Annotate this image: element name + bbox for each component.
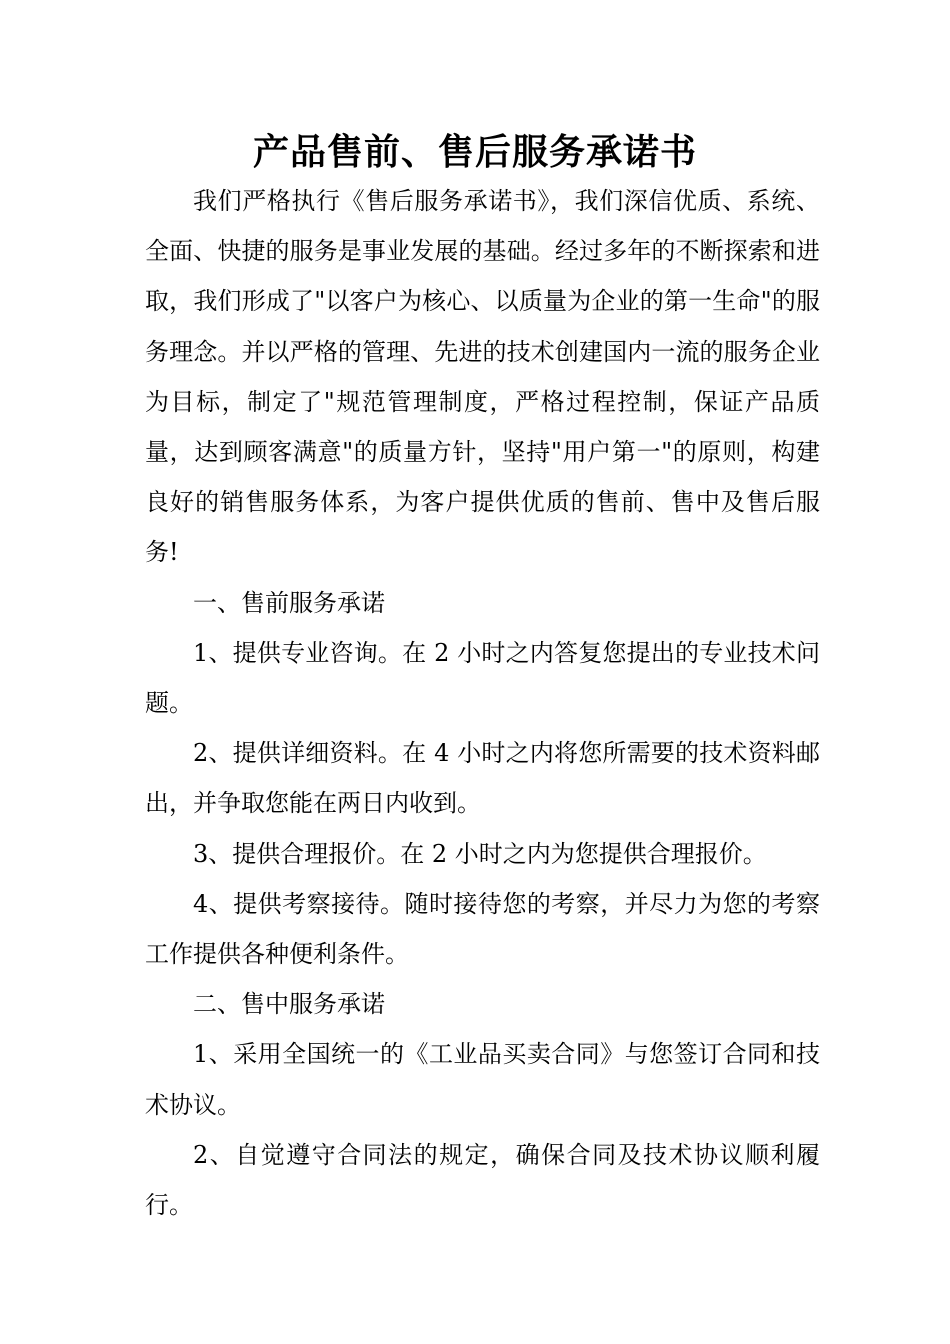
section-heading-pre-sales: 一、售前服务承诺 (193, 588, 385, 617)
paragraph-pre-sales-2: 2、提供详细资料。在 4 小时之内将您所需要的技术资料邮出，并争取您能在两日内收到。 (145, 739, 820, 818)
paragraph-in-sales-2: 2、自觉遵守合同法的规定，确保合同及技术协议顺利履行。 (145, 1140, 820, 1220)
document-title: 产品售前、售后服务承诺书 (252, 131, 697, 173)
document-body (145, 176, 820, 1230)
paragraph-pre-sales-4: 4、提供考察接待。随时接待您的考察，并尽力为您的考察工作提供各种便利条件。 (145, 889, 820, 969)
section-heading-in-sales: 二、售中服务承诺 (193, 990, 385, 1019)
paragraph-intro: 我们严格执行《售后服务承诺书》，我们深信优质、系统、全面、快捷的服务是事业发展的基础。经过多年的不断探索和进取，我们形成了"以客户为核心、以质量为企业的第一生命"的服务理念。并以严格的管理、先进的技术创建国内一流的服务企业为目标，制定了"规范管理制度，严格过程控制，保证产品质量，达到顾客满意"的质量方针，坚持"用户第一"的原则，构建良好的销售服务体系，为客户提供优质的售前、售中及售后服务! (145, 187, 820, 567)
paragraph-in-sales-1: 1、采用全国统一的《工业品买卖合同》与您签订合同和技术协议。 (145, 1040, 820, 1119)
paragraph-pre-sales-3: 3、提供合理报价。在 2 小时之内为您提供合理报价。 (193, 839, 767, 868)
paragraph-pre-sales-1: 1、提供专业咨询。在 2 小时之内答复您提出的专业技术问题。 (145, 638, 820, 718)
